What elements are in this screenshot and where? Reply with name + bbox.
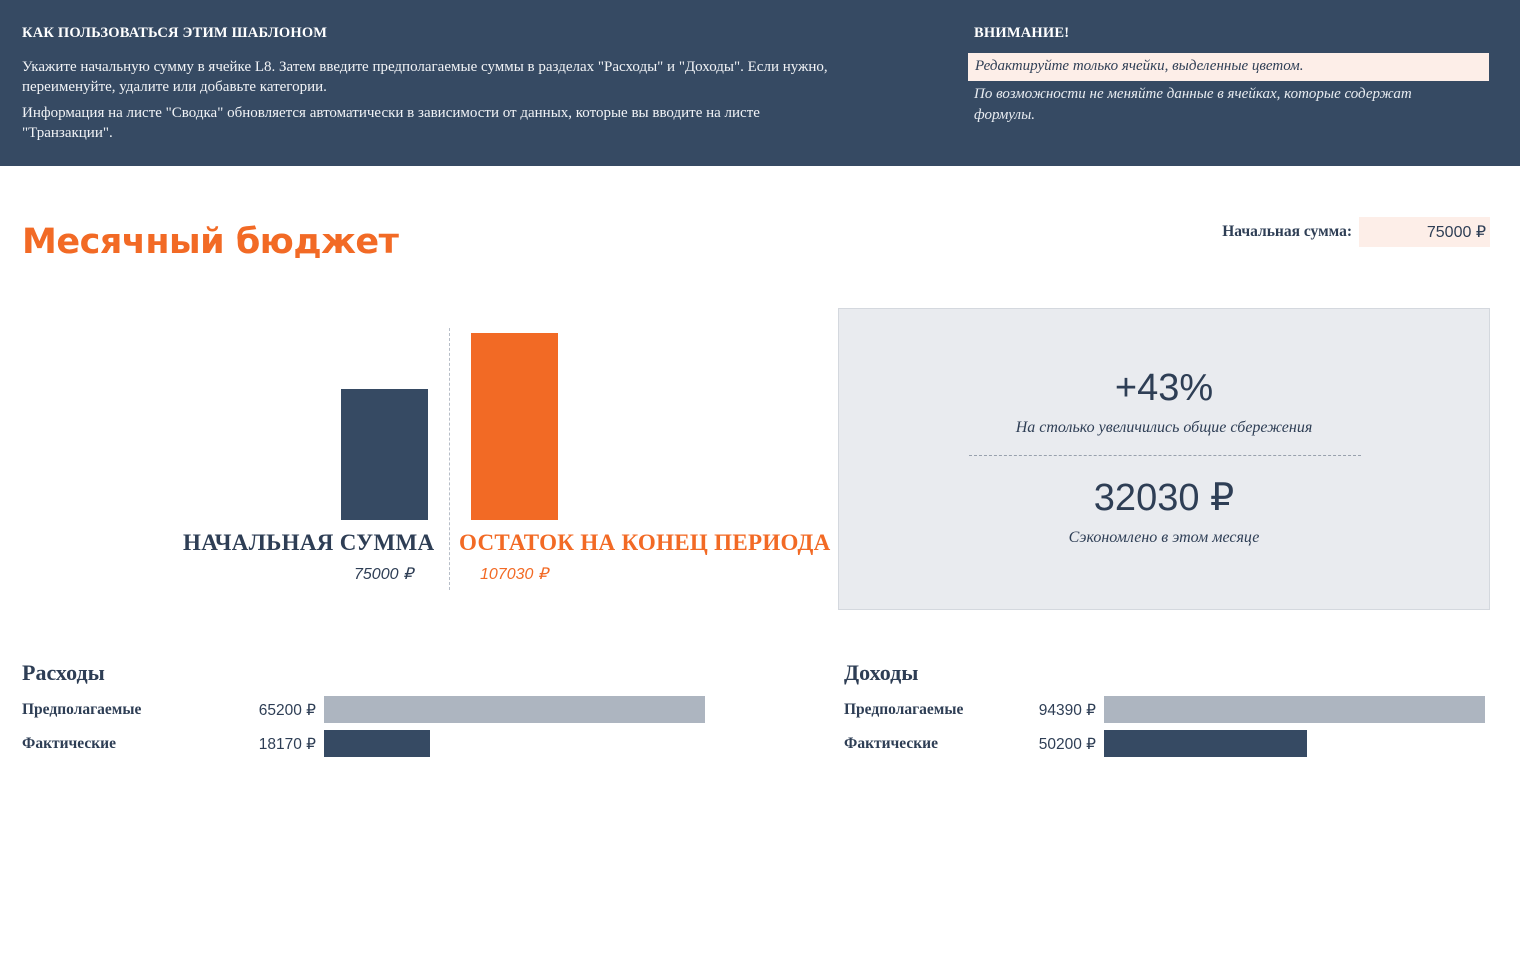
expenses-planned-value: 65200 ₽ (258, 702, 316, 719)
chart-bar-ending-balance (471, 333, 558, 520)
income-planned-bar (1104, 696, 1485, 723)
warning-highlight-cell[interactable]: Редактируйте только ячейки, выделенные цветом. (968, 53, 1489, 81)
chart-category-label: НАЧАЛЬНАЯ СУММА (183, 530, 435, 555)
chart-divider (449, 328, 450, 590)
instructions-banner (0, 0, 1520, 166)
income-actual-label: Фактические (844, 735, 938, 752)
starting-amount-input[interactable]: 75000 ₽ (1359, 217, 1490, 247)
starting-amount-label: Начальная сумма: (1222, 223, 1352, 240)
savings-percent: +43% (1114, 367, 1214, 409)
expenses-planned-label: Предполагаемые (22, 701, 142, 718)
chart-value-label: 107030 ₽ (480, 566, 549, 583)
expenses-title: Расходы (22, 660, 105, 685)
income-actual-value: 50200 ₽ (1038, 736, 1096, 753)
chart-category-label: ОСТАТОК НА КОНЕЦ ПЕРИОДА (459, 530, 831, 555)
warning-title: ВНИМАНИЕ! (974, 25, 1070, 41)
saved-amount: 32030 ₽ (1093, 477, 1235, 519)
chart-value-label: 75000 ₽ (354, 566, 414, 583)
warning-note: По возможности не меняйте данные в ячейках, которые содержат формулы. (974, 86, 1412, 123)
instructions-title: КАК ПОЛЬЗОВАТЬСЯ ЭТИМ ШАБЛОНОМ (22, 25, 328, 41)
expenses-actual-bar (324, 730, 430, 757)
income-planned-value: 94390 ₽ (1038, 702, 1096, 719)
page-title: Месячный бюджет (22, 222, 399, 262)
expenses-actual-label: Фактические (22, 735, 116, 752)
card-divider (969, 455, 1361, 456)
expenses-actual-value: 18170 ₽ (258, 736, 316, 753)
chart-bar-starting-amount (341, 389, 428, 520)
instructions-paragraph-1: Укажите начальную сумму в ячейке L8. Затем введите предполагаемые суммы в разделах "Расходы" и "Доходы". Если нужно, переименуйте, удалите или добавьте категории. (22, 59, 828, 95)
instructions-paragraph-2: Информация на листе "Сводка" обновляется автоматически в зависимости от данных, которые вы вводите на листе "Транзакции". (22, 105, 760, 141)
income-planned-label: Предполагаемые (844, 701, 964, 718)
savings-percent-caption: На столько увеличились общие сбережения (1015, 419, 1313, 436)
income-title: Доходы (844, 660, 919, 685)
savings-summary-card (838, 308, 1490, 610)
saved-amount-caption: Сэкономлено в этом месяце (1068, 529, 1260, 546)
income-actual-bar (1104, 730, 1307, 757)
expenses-planned-bar (324, 696, 705, 723)
